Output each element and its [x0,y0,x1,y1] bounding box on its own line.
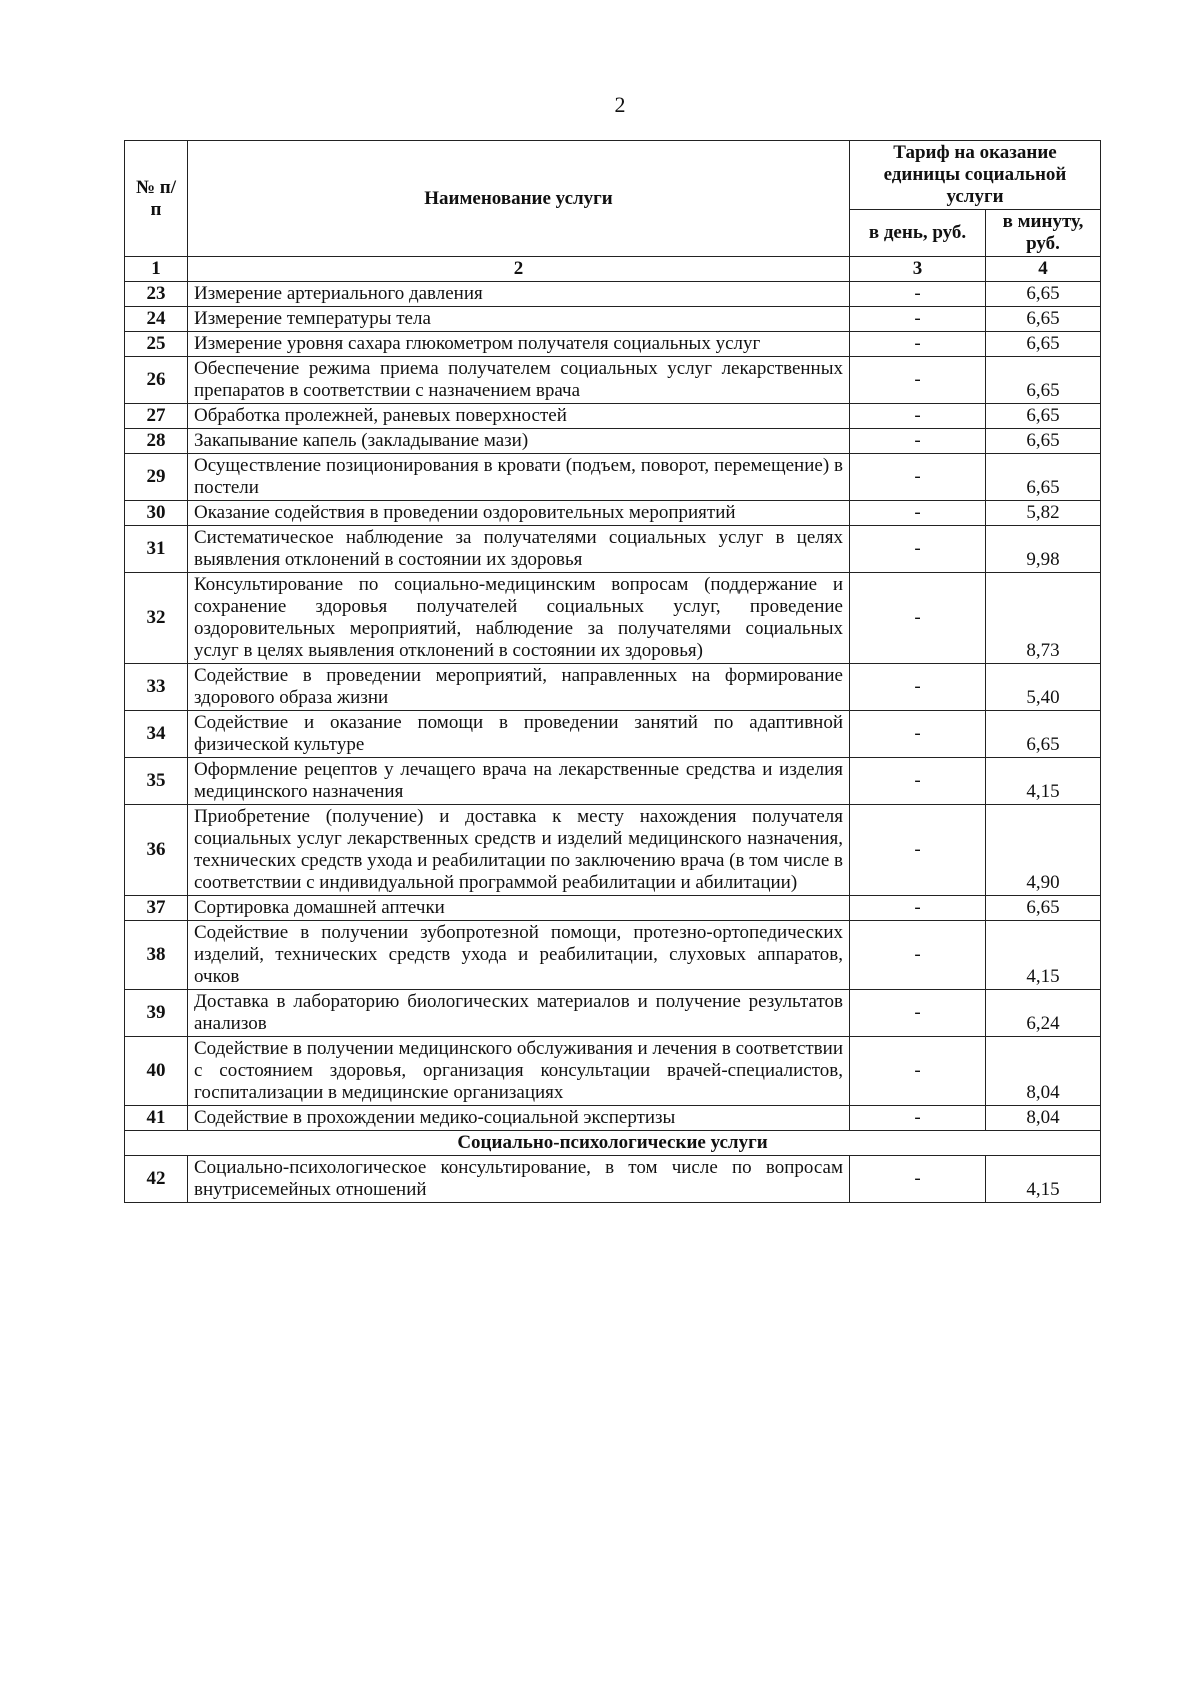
service-name: Консультирование по социально-медицинским вопросам (поддержание и сохранение здоровья получателей социальных услуг, проведение оздоровительных мероприятий, наблюдение за получателями социальных услуг в целях выявления отклонений в состоянии их здоровья) [188,573,850,664]
row-number: 31 [125,526,188,573]
row-number: 37 [125,896,188,921]
service-name: Оказание содействия в проведении оздоровительных мероприятий [188,501,850,526]
tariff-per-minute: 8,73 [986,573,1101,664]
service-name: Измерение температуры тела [188,307,850,332]
header-per-day: в день, руб. [850,210,986,257]
tariff-per-minute: 4,15 [986,758,1101,805]
tariff-per-minute: 8,04 [986,1037,1101,1106]
tariff-per-day: - [850,357,986,404]
row-number: 42 [125,1156,188,1203]
table-row [125,282,1101,307]
row-number: 25 [125,332,188,357]
tariff-per-day: - [850,896,986,921]
tariff-per-minute: 6,65 [986,454,1101,501]
section-title: Социально-психологические услуги [125,1131,1101,1156]
row-number: 40 [125,1037,188,1106]
tariff-per-day: - [850,307,986,332]
service-name: Содействие в получении медицинского обслуживания и лечения в соответствии с состоянием здоровья, организация консультации врачей-специалистов, госпитализации в медицинские организациях [188,1037,850,1106]
table-row [125,1156,1101,1203]
header-per-minute: в минуту, руб. [986,210,1101,257]
table-row [125,711,1101,758]
table-row [125,404,1101,429]
page-number: 2 [614,92,626,117]
column-index-4: 4 [986,257,1101,282]
tariff-per-minute: 6,65 [986,404,1101,429]
header-row [125,141,1101,210]
row-number: 24 [125,307,188,332]
table-row [125,454,1101,501]
service-name: Приобретение (получение) и доставка к месту нахождения получателя социальных услуг лекарственных средств и изделий медицинского назначения, технических средств ухода и реабилитации по заключению врача (в том числе в соответствии с индивидуальной программой реабилитации и абилитации) [188,805,850,896]
service-name: Сортировка домашней аптечки [188,896,850,921]
tariff-per-day: - [850,526,986,573]
tariff-per-day: - [850,921,986,990]
service-name: Содействие в прохождении медико-социальной экспертизы [188,1106,850,1131]
table-row [125,1037,1101,1106]
row-number: 35 [125,758,188,805]
service-name: Систематическое наблюдение за получателями социальных услуг в целях выявления отклонений в состоянии их здоровья [188,526,850,573]
table-row [125,332,1101,357]
row-number: 38 [125,921,188,990]
table-row [125,573,1101,664]
tariff-per-minute: 4,15 [986,921,1101,990]
tariff-per-minute: 6,65 [986,896,1101,921]
table-row [125,526,1101,573]
tariff-per-day: - [850,711,986,758]
column-index-2: 2 [188,257,850,282]
tariff-per-day: - [850,990,986,1037]
tariff-per-day: - [850,404,986,429]
tariff-per-minute: 6,65 [986,357,1101,404]
tariff-per-minute: 5,82 [986,501,1101,526]
row-number: 29 [125,454,188,501]
row-number: 41 [125,1106,188,1131]
tariff-per-minute: 5,40 [986,664,1101,711]
tariff-per-day: - [850,332,986,357]
tariff-per-day: - [850,758,986,805]
tariff-per-minute: 9,98 [986,526,1101,573]
service-name: Доставка в лабораторию биологических материалов и получение результатов анализов [188,990,850,1037]
tariff-per-day: - [850,1156,986,1203]
table-row [125,357,1101,404]
service-name: Измерение уровня сахара глюкометром получателя социальных услуг [188,332,850,357]
table-row [125,1106,1101,1131]
row-number: 26 [125,357,188,404]
column-index-1: 1 [125,257,188,282]
row-number: 23 [125,282,188,307]
service-name: Содействие в получении зубопротезной помощи, протезно-ортопедических изделий, технических средств ухода и реабилитации, слуховых аппаратов, очков [188,921,850,990]
service-name: Осуществление позиционирования в кровати (подъем, поворот, перемещение) в постели [188,454,850,501]
column-index-row [125,257,1101,282]
tariff-per-day: - [850,282,986,307]
service-name: Социально-психологическое консультирование, в том числе по вопросам внутрисемейных отношений [188,1156,850,1203]
table-row [125,990,1101,1037]
tariff-per-day: - [850,573,986,664]
column-index-3: 3 [850,257,986,282]
table-row [125,501,1101,526]
header-name: Наименование услуги [188,141,850,257]
tariff-per-minute: 8,04 [986,1106,1101,1131]
service-name: Оформление рецептов у лечащего врача на лекарственные средства и изделия медицинского назначения [188,758,850,805]
tariff-per-day: - [850,1106,986,1131]
row-number: 39 [125,990,188,1037]
service-name: Содействие и оказание помощи в проведении занятий по адаптивной физической культуре [188,711,850,758]
tariff-per-day: - [850,501,986,526]
tariff-per-day: - [850,454,986,501]
header-num: № п/п [125,141,188,257]
row-number: 32 [125,573,188,664]
header-tariff: Тариф на оказание единицы социальной услуги [850,141,1101,210]
table-row [125,921,1101,990]
service-name: Измерение артериального давления [188,282,850,307]
table-row [125,896,1101,921]
tariff-per-minute: 4,90 [986,805,1101,896]
row-number: 27 [125,404,188,429]
tariff-per-minute: 6,24 [986,990,1101,1037]
tariff-per-minute: 6,65 [986,332,1101,357]
table-row [125,429,1101,454]
service-name: Обеспечение режима приема получателем социальных услуг лекарственных препаратов в соответствии с назначением врача [188,357,850,404]
service-name: Содействие в проведении мероприятий, направленных на формирование здорового образа жизни [188,664,850,711]
row-number: 36 [125,805,188,896]
row-number: 30 [125,501,188,526]
row-number: 28 [125,429,188,454]
tariff-per-day: - [850,664,986,711]
tariff-per-day: - [850,805,986,896]
tariff-per-minute: 4,15 [986,1156,1101,1203]
row-number: 34 [125,711,188,758]
service-name: Закапывание капель (закладывание мази) [188,429,850,454]
tariff-rows [125,282,1101,1203]
tariff-per-minute: 6,65 [986,429,1101,454]
row-number: 33 [125,664,188,711]
table-row [125,758,1101,805]
tariff-table [124,140,1101,1203]
tariff-per-minute: 6,65 [986,711,1101,758]
tariff-per-minute: 6,65 [986,282,1101,307]
tariff-per-day: - [850,1037,986,1106]
tariff-per-minute: 6,65 [986,307,1101,332]
section-row [125,1131,1101,1156]
table-row [125,307,1101,332]
table-row [125,805,1101,896]
tariff-per-day: - [850,429,986,454]
table-row [125,664,1101,711]
service-name: Обработка пролежней, раневых поверхностей [188,404,850,429]
